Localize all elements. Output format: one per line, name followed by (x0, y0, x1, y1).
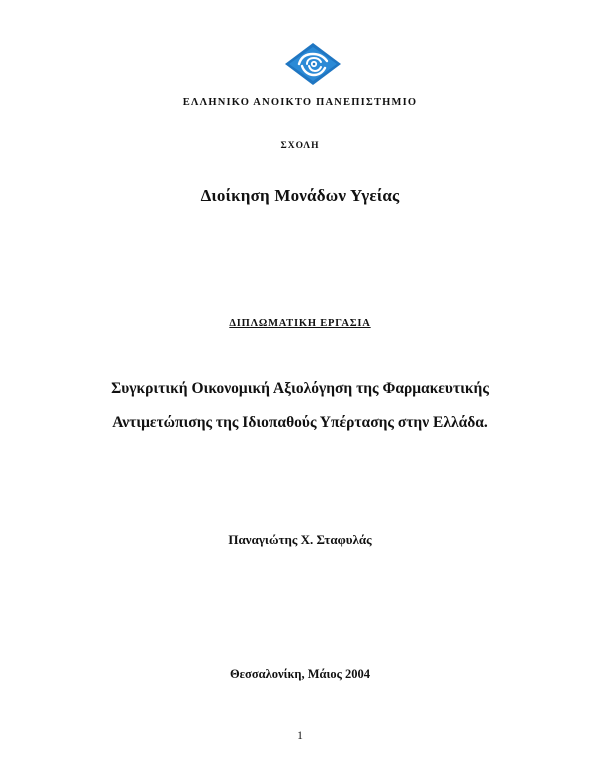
page-number: 1 (297, 730, 303, 742)
university-logo-icon (283, 42, 343, 86)
author-name: Παναγιώτης Χ. Σταφυλάς (228, 532, 372, 547)
thesis-title-line-1: Συγκριτική Οικονομική Αξιολόγηση της Φαρμακευτικής (111, 380, 489, 397)
thesis-title-line-2: Αντιμετώπισης της Ιδιοπαθούς Υπέρτασης στην Ελλάδα. (112, 414, 488, 431)
department-title: Διοίκηση Μονάδων Υγείας (200, 186, 400, 205)
university-name: ΕΛΛΗΝΙΚΟ ΑΝΟΙΚΤΟ ΠΑΝΕΠΙΣΤΗΜΙΟ (182, 97, 418, 108)
place-and-date: Θεσσαλονίκη, Μάιος 2004 (229, 667, 371, 681)
school-label: ΣΧΟΛΗ (280, 141, 320, 151)
thesis-type-heading: ΔΙΠΛΩΜΑΤΙΚΗ ΕΡΓΑΣΙΑ (229, 318, 371, 329)
